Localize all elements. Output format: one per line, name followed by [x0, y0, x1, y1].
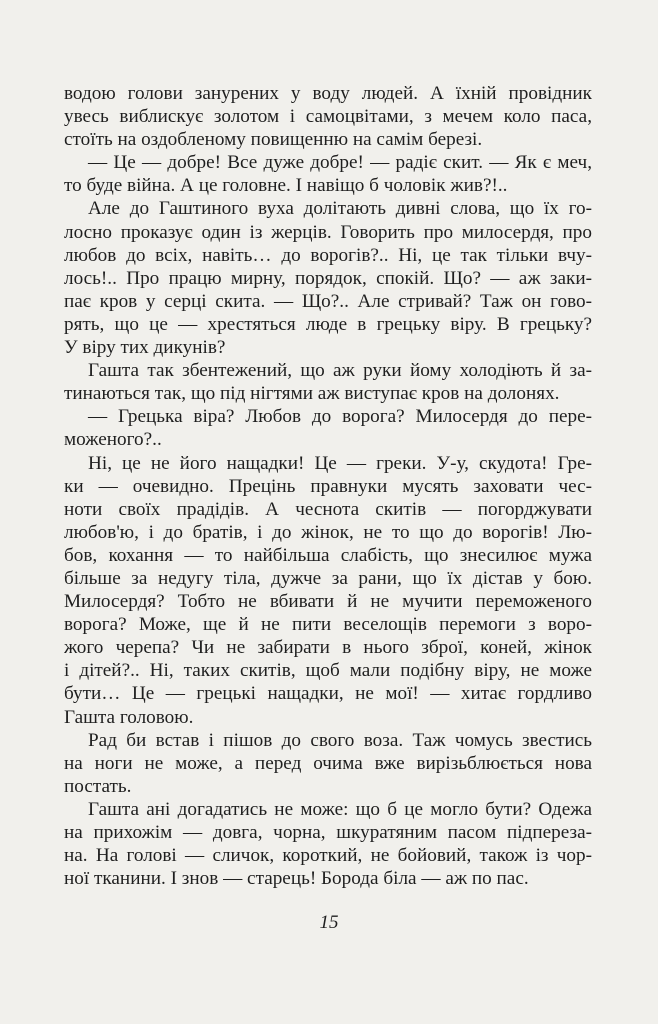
text-line: рять, що це — хрестяться люде в грецьку віру. В грецьку?	[64, 313, 592, 335]
text-line: стоїть на оздобленому повищенню на самім березі.	[64, 129, 483, 151]
text-line: лосно проказує один із жерців. Говорить про милосердя, про	[64, 221, 592, 243]
text-line: більше за недугу тіла, дужче за рани, що їх дістав у бою.	[64, 567, 592, 589]
book-page-text	[64, 82, 592, 890]
text-line: бов, кохання — то найбільша слабість, що знесилює мужа	[64, 544, 592, 566]
text-line: любов'ю, і до братів, і до жінок, не то що до ворогів! Лю-	[64, 521, 592, 543]
text-line: Гашта так збентежений, що аж руки йому холодіють й за-	[88, 360, 592, 382]
text-line: бути… Це — грецькі нащадки, не мої! — хитає гордливо	[64, 683, 592, 705]
text-line: увесь виблискує золотом і самоцвітами, з мечем коло паса,	[64, 106, 592, 128]
text-line: постать.	[64, 775, 132, 797]
text-line: на прихожім — довга, чорна, шкуратяним пасом підпереза-	[64, 822, 592, 843]
text-line: ної тканини. І знов — старець! Борода біла — аж по пас.	[64, 868, 529, 890]
text-line: пає кров у серці скита. — Що?.. Але стривай? Таж он гово-	[64, 290, 592, 312]
text-line: Рад би встав і пішов до свого воза. Таж чомусь звестись	[88, 729, 592, 751]
text-line: Гашта головою.	[64, 706, 194, 728]
text-line: Гашта ані догадатись не може: що б це могло бути? Одежа	[88, 798, 592, 820]
text-line: водою голови занурених у воду людей. А їхній провідник	[64, 83, 592, 104]
text-line: ки — очевидно. Прецінь правнуки мусять заховати чес-	[64, 475, 592, 497]
text-line: лось!.. Про працю мирну, порядок, спокій. Що? — аж заки-	[64, 267, 592, 289]
page-number: 15	[319, 912, 339, 933]
text-line: У віру тих дикунів?	[64, 337, 226, 359]
text-line: тинаються так, що під нігтями аж виступає кров на долонях.	[64, 383, 560, 405]
text-line: на ноги не може, а перед очима вже вирізьблюється нова	[64, 752, 592, 774]
text-line: і дітей?.. Ні, таких скитів, щоб мали подібну віру, не може	[64, 660, 592, 682]
text-line: на. На голові — сличок, короткий, не бойовий, також із чор-	[64, 845, 592, 867]
text-line: — Грецька віра? Любов до ворога? Милосердя до пере-	[88, 406, 592, 428]
text-line: Але до Гаштиного вуха долітають дивні слова, що їх го-	[88, 198, 592, 220]
text-line: — Це — добре! Все дуже добре! — радіє скит. — Як є меч,	[88, 152, 592, 174]
text-line: Милосердя? Тобто не вбивати й не мучити переможеного	[64, 591, 592, 613]
text-line: любов до всіх, навіть… до ворогів?.. Ні, це так тільки вчу-	[64, 244, 592, 266]
text-line: моженого?..	[64, 429, 162, 451]
text-line: Ні, це не його нащадки! Це — греки. У-у, скудота! Гре-	[88, 452, 592, 474]
text-line: жого черепа? Чи не забирати в нього зброї, коней, жінок	[64, 637, 592, 659]
text-line: то буде війна. А це головне. І навіщо б чоловік жив?!..	[64, 175, 508, 197]
text-line: ноти своїх прадідів. А чеснота скитів — погорджувати	[64, 498, 592, 520]
text-line: ворога? Може, ще й не пити веселощів перемоги з воро-	[64, 614, 592, 636]
